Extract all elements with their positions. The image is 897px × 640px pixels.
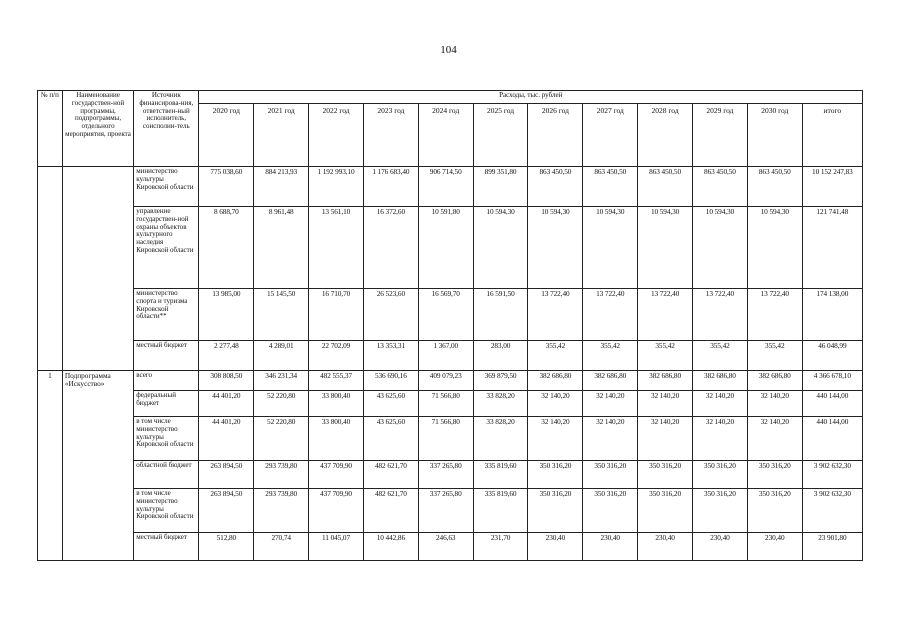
value-cell: 350 316,20 xyxy=(583,489,638,533)
value-cell: 382 686,80 xyxy=(583,371,638,391)
value-cell: 33 828,20 xyxy=(473,391,528,417)
header-year: 2021 год xyxy=(254,104,309,167)
value-cell: 335 819,60 xyxy=(473,461,528,489)
value-cell: 32 140,20 xyxy=(638,417,693,461)
value-cell: 32 140,20 xyxy=(693,417,748,461)
value-cell: 382 686,80 xyxy=(528,371,583,391)
value-cell: 382 686,80 xyxy=(693,371,748,391)
row-index xyxy=(38,167,63,371)
value-cell: 355,42 xyxy=(747,341,802,371)
value-cell: 32 140,20 xyxy=(747,391,802,417)
value-cell: 355,42 xyxy=(583,341,638,371)
table-body xyxy=(38,167,863,561)
value-cell: 775 038,60 xyxy=(199,167,254,207)
table-row xyxy=(38,341,863,371)
value-cell: 350 316,20 xyxy=(638,461,693,489)
value-cell: 33 828,20 xyxy=(473,417,528,461)
value-cell: 71 566,80 xyxy=(418,417,473,461)
value-cell: 884 213,93 xyxy=(254,167,309,207)
table-row xyxy=(38,489,863,533)
value-cell: 308 808,50 xyxy=(199,371,254,391)
value-cell: 293 739,80 xyxy=(254,489,309,533)
value-cell: 1 367,00 xyxy=(418,341,473,371)
table-row xyxy=(38,391,863,417)
value-cell: 335 819,60 xyxy=(473,489,528,533)
header-year: 2027 год xyxy=(583,104,638,167)
value-cell: 15 145,50 xyxy=(254,289,309,341)
value-cell: 437 709,90 xyxy=(309,461,364,489)
value-cell: 2 277,48 xyxy=(199,341,254,371)
value-cell: 16 591,50 xyxy=(473,289,528,341)
value-cell: 350 316,20 xyxy=(528,489,583,533)
table-row xyxy=(38,417,863,461)
value-cell: 863 450,50 xyxy=(638,167,693,207)
table-row xyxy=(38,533,863,561)
value-cell: 10 594,30 xyxy=(638,207,693,289)
header-total: итого xyxy=(802,104,862,167)
value-cell: 10 594,30 xyxy=(583,207,638,289)
value-cell: 13 985,00 xyxy=(199,289,254,341)
funding-source: управление государствен-ной охраны объектов культурного наследия Кировской области xyxy=(134,207,199,289)
value-cell: 4 289,01 xyxy=(254,341,309,371)
value-cell: 482 621,70 xyxy=(363,461,418,489)
total-cell: 3 902 632,30 xyxy=(802,461,862,489)
value-cell: 355,42 xyxy=(528,341,583,371)
value-cell: 44 401,20 xyxy=(199,391,254,417)
value-cell: 270,74 xyxy=(254,533,309,561)
value-cell: 32 140,20 xyxy=(583,417,638,461)
funding-source: министерство спорта и туризма Кировской области** xyxy=(134,289,199,341)
page-number: 104 xyxy=(440,44,457,56)
table-row xyxy=(38,371,863,391)
header-year: 2022 год xyxy=(309,104,364,167)
funding-source: всего xyxy=(134,371,199,391)
value-cell: 230,40 xyxy=(747,533,802,561)
value-cell: 32 140,20 xyxy=(747,417,802,461)
header-expenses: Расходы, тыс. рублей xyxy=(199,91,863,104)
header-year: 2025 год xyxy=(473,104,528,167)
value-cell: 230,40 xyxy=(583,533,638,561)
funding-source: местный бюджет xyxy=(134,341,199,371)
value-cell: 350 316,20 xyxy=(528,461,583,489)
funding-source: областной бюджет xyxy=(134,461,199,489)
total-cell: 440 144,00 xyxy=(802,417,862,461)
value-cell: 263 894,50 xyxy=(199,461,254,489)
value-cell: 44 401,20 xyxy=(199,417,254,461)
program-name xyxy=(62,167,133,371)
budget-table xyxy=(37,90,863,561)
value-cell: 863 450,50 xyxy=(747,167,802,207)
value-cell: 482 555,37 xyxy=(309,371,364,391)
value-cell: 230,40 xyxy=(693,533,748,561)
value-cell: 863 450,50 xyxy=(528,167,583,207)
value-cell: 350 316,20 xyxy=(693,489,748,533)
table-row xyxy=(38,289,863,341)
value-cell: 369 879,50 xyxy=(473,371,528,391)
value-cell: 536 690,16 xyxy=(363,371,418,391)
header-source: Источник финансирова-ния, ответствен-ный исполнитель, соисполни-тель xyxy=(134,91,199,167)
value-cell: 10 591,80 xyxy=(418,207,473,289)
value-cell: 230,40 xyxy=(528,533,583,561)
value-cell: 482 621,70 xyxy=(363,489,418,533)
value-cell: 350 316,20 xyxy=(747,489,802,533)
total-cell: 10 152 247,83 xyxy=(802,167,862,207)
value-cell: 355,42 xyxy=(638,341,693,371)
value-cell: 22 702,09 xyxy=(309,341,364,371)
value-cell: 52 220,80 xyxy=(254,417,309,461)
value-cell: 350 316,20 xyxy=(747,461,802,489)
header-year: 2020 год xyxy=(199,104,254,167)
value-cell: 437 709,90 xyxy=(309,489,364,533)
value-cell: 13 722,40 xyxy=(528,289,583,341)
value-cell: 283,00 xyxy=(473,341,528,371)
row-index: 1 xyxy=(38,371,63,561)
value-cell: 863 450,50 xyxy=(583,167,638,207)
value-cell: 32 140,20 xyxy=(528,391,583,417)
funding-source: местный бюджет xyxy=(134,533,199,561)
total-cell: 121 741,48 xyxy=(802,207,862,289)
header-year: 2029 год xyxy=(693,104,748,167)
value-cell: 263 894,50 xyxy=(199,489,254,533)
value-cell: 10 594,30 xyxy=(693,207,748,289)
funding-source: федеральный бюджет xyxy=(134,391,199,417)
funding-source: в том числе министерство культуры Кировской области xyxy=(134,489,199,533)
value-cell: 13 722,40 xyxy=(693,289,748,341)
program-name: Подпрограмма «Искусство» xyxy=(62,371,133,561)
header-year: 2026 год xyxy=(528,104,583,167)
value-cell: 13 722,40 xyxy=(583,289,638,341)
value-cell: 863 450,50 xyxy=(693,167,748,207)
value-cell: 10 594,30 xyxy=(747,207,802,289)
total-cell: 23 901,80 xyxy=(802,533,862,561)
value-cell: 512,80 xyxy=(199,533,254,561)
value-cell: 350 316,20 xyxy=(693,461,748,489)
value-cell: 231,70 xyxy=(473,533,528,561)
value-cell: 230,40 xyxy=(638,533,693,561)
value-cell: 10 594,30 xyxy=(528,207,583,289)
value-cell: 906 714,50 xyxy=(418,167,473,207)
value-cell: 32 140,20 xyxy=(528,417,583,461)
header-name: Наименование государствен-ной программы, подпрограммы, отдельного мероприятия, проекта xyxy=(62,91,133,167)
header-year: 2024 год xyxy=(418,104,473,167)
value-cell: 10 594,30 xyxy=(473,207,528,289)
funding-source: в том числе министерство культуры Кировской области xyxy=(134,417,199,461)
value-cell: 350 316,20 xyxy=(583,461,638,489)
value-cell: 350 316,20 xyxy=(638,489,693,533)
total-cell: 46 048,99 xyxy=(802,341,862,371)
table-row xyxy=(38,461,863,489)
value-cell: 8 961,48 xyxy=(254,207,309,289)
value-cell: 33 800,40 xyxy=(309,417,364,461)
value-cell: 337 265,80 xyxy=(418,461,473,489)
header-index: № п/п xyxy=(38,91,63,167)
value-cell: 43 625,60 xyxy=(363,391,418,417)
value-cell: 1 192 993,10 xyxy=(309,167,364,207)
value-cell: 899 351,80 xyxy=(473,167,528,207)
value-cell: 13 353,31 xyxy=(363,341,418,371)
value-cell: 1 176 683,40 xyxy=(363,167,418,207)
total-cell: 4 366 678,10 xyxy=(802,371,862,391)
value-cell: 52 220,80 xyxy=(254,391,309,417)
funding-source: министерство культуры Кировской области xyxy=(134,167,199,207)
value-cell: 32 140,20 xyxy=(693,391,748,417)
value-cell: 355,42 xyxy=(693,341,748,371)
header-year: 2023 год xyxy=(363,104,418,167)
value-cell: 382 686,80 xyxy=(747,371,802,391)
value-cell: 337 265,80 xyxy=(418,489,473,533)
value-cell: 13 561,10 xyxy=(309,207,364,289)
value-cell: 8 688,70 xyxy=(199,207,254,289)
value-cell: 382 686,80 xyxy=(638,371,693,391)
header-year: 2028 год xyxy=(638,104,693,167)
value-cell: 26 523,60 xyxy=(363,289,418,341)
value-cell: 13 722,40 xyxy=(638,289,693,341)
value-cell: 11 045,07 xyxy=(309,533,364,561)
total-cell: 440 144,00 xyxy=(802,391,862,417)
value-cell: 32 140,20 xyxy=(638,391,693,417)
header-year: 2030 год xyxy=(747,104,802,167)
value-cell: 246,63 xyxy=(418,533,473,561)
value-cell: 409 079,23 xyxy=(418,371,473,391)
value-cell: 33 800,40 xyxy=(309,391,364,417)
table-row xyxy=(38,207,863,289)
table-row xyxy=(38,167,863,207)
value-cell: 13 722,40 xyxy=(747,289,802,341)
total-cell: 174 138,00 xyxy=(802,289,862,341)
value-cell: 16 372,60 xyxy=(363,207,418,289)
value-cell: 346 231,34 xyxy=(254,371,309,391)
value-cell: 71 566,80 xyxy=(418,391,473,417)
value-cell: 32 140,20 xyxy=(583,391,638,417)
value-cell: 293 739,80 xyxy=(254,461,309,489)
value-cell: 43 625,60 xyxy=(363,417,418,461)
value-cell: 16 710,70 xyxy=(309,289,364,341)
total-cell: 3 902 632,30 xyxy=(802,489,862,533)
value-cell: 16 569,70 xyxy=(418,289,473,341)
value-cell: 10 442,86 xyxy=(363,533,418,561)
